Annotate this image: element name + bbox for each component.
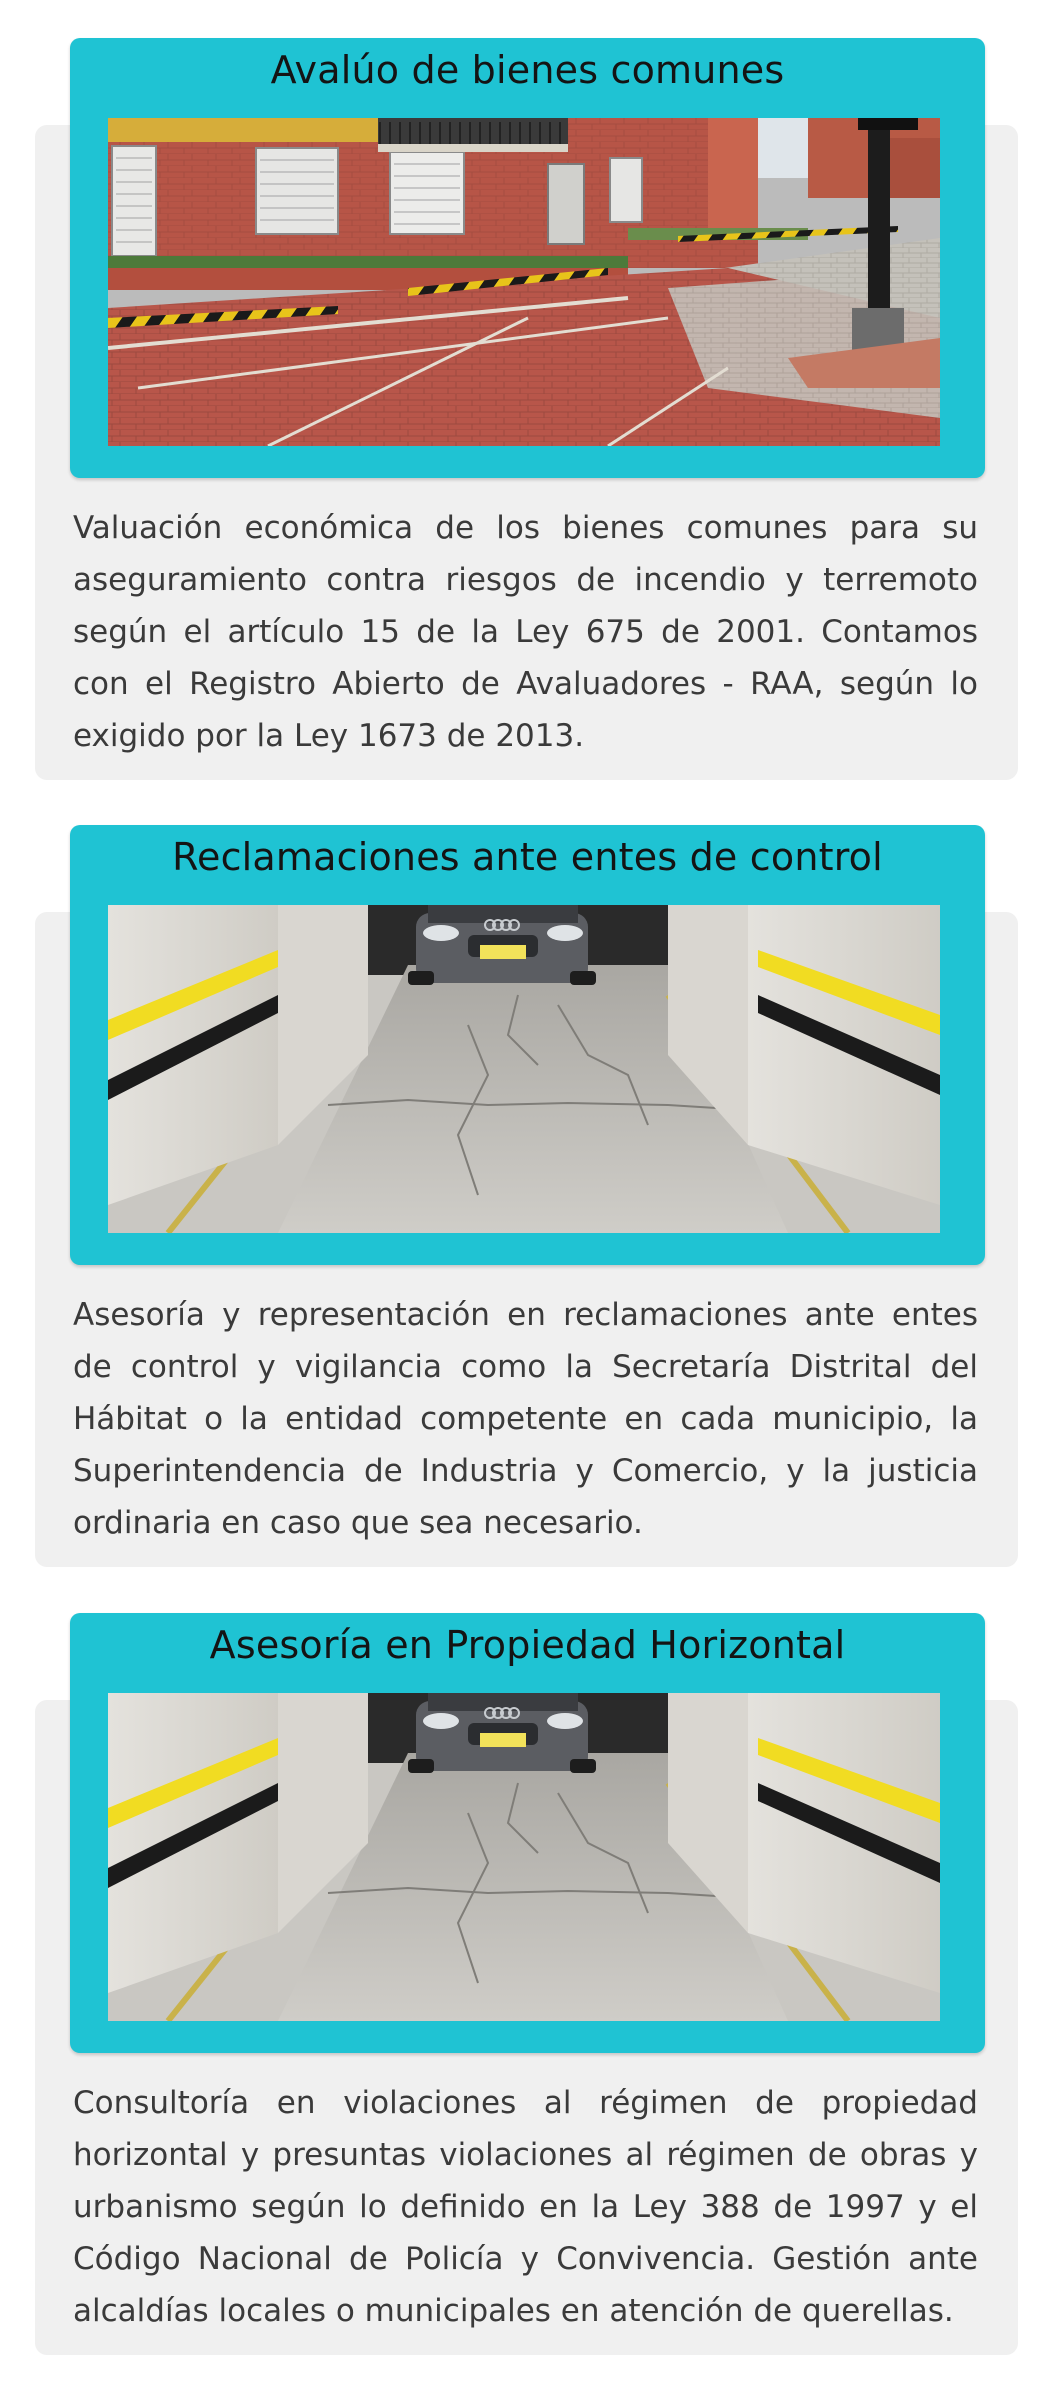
description-line: Código Nacional de Policía y Convivencia. Gestión ante	[73, 2241, 978, 2277]
description-line: Valuación económica de los bienes comunes para su	[73, 510, 978, 546]
description-line: Superintendencia de Industria y Comercio, y la justicia	[73, 1453, 978, 1489]
description-line: Asesoría y representación en reclamaciones ante entes	[73, 1297, 978, 1333]
description-line: ordinaria en caso que sea necesario.	[73, 1505, 643, 1541]
image-frame	[70, 1613, 985, 2053]
section-title: Asesoría en Propiedad Horizontal	[209, 1623, 846, 1667]
description-line: alcaldías locales o municipales en atención de querellas.	[73, 2293, 954, 2329]
image-frame	[70, 825, 985, 1265]
parking-garage-photo-drawing	[108, 905, 940, 1233]
parking-garage-photo	[108, 1693, 940, 2021]
description-line: horizontal y presuntas violaciones al régimen de obras y	[73, 2137, 978, 2173]
image-frame	[70, 38, 985, 478]
description-line: según el artículo 15 de la Ley 675 de 2001. Contamos	[73, 614, 978, 650]
parking-garage-photo-drawing	[108, 1693, 940, 2021]
description-line: urbanismo según lo definido en la Ley 388 de 1997 y el	[73, 2189, 978, 2225]
section-description	[73, 2077, 978, 2337]
description-line: Consultoría en violaciones al régimen de propiedad	[73, 2085, 978, 2121]
building-courtyard-photo-drawing	[108, 118, 940, 446]
section-title: Avalúo de bienes comunes	[270, 48, 785, 92]
description-line: aseguramiento contra riesgos de incendio y terremoto	[73, 562, 978, 598]
section-description	[73, 1289, 978, 1549]
parking-garage-photo	[108, 905, 940, 1233]
section-description	[73, 502, 978, 762]
description-line: de control y vigilancia como la Secretaría Distrital del	[73, 1349, 978, 1385]
description-line: exigido por la Ley 1673 de 2013.	[73, 718, 585, 754]
section-title: Reclamaciones ante entes de control	[172, 835, 883, 879]
description-line: con el Registro Abierto de Avaluadores - RAA, según lo	[73, 666, 978, 702]
building-courtyard-photo	[108, 118, 940, 446]
description-line: Hábitat o la entidad competente en cada municipio, la	[73, 1401, 978, 1437]
